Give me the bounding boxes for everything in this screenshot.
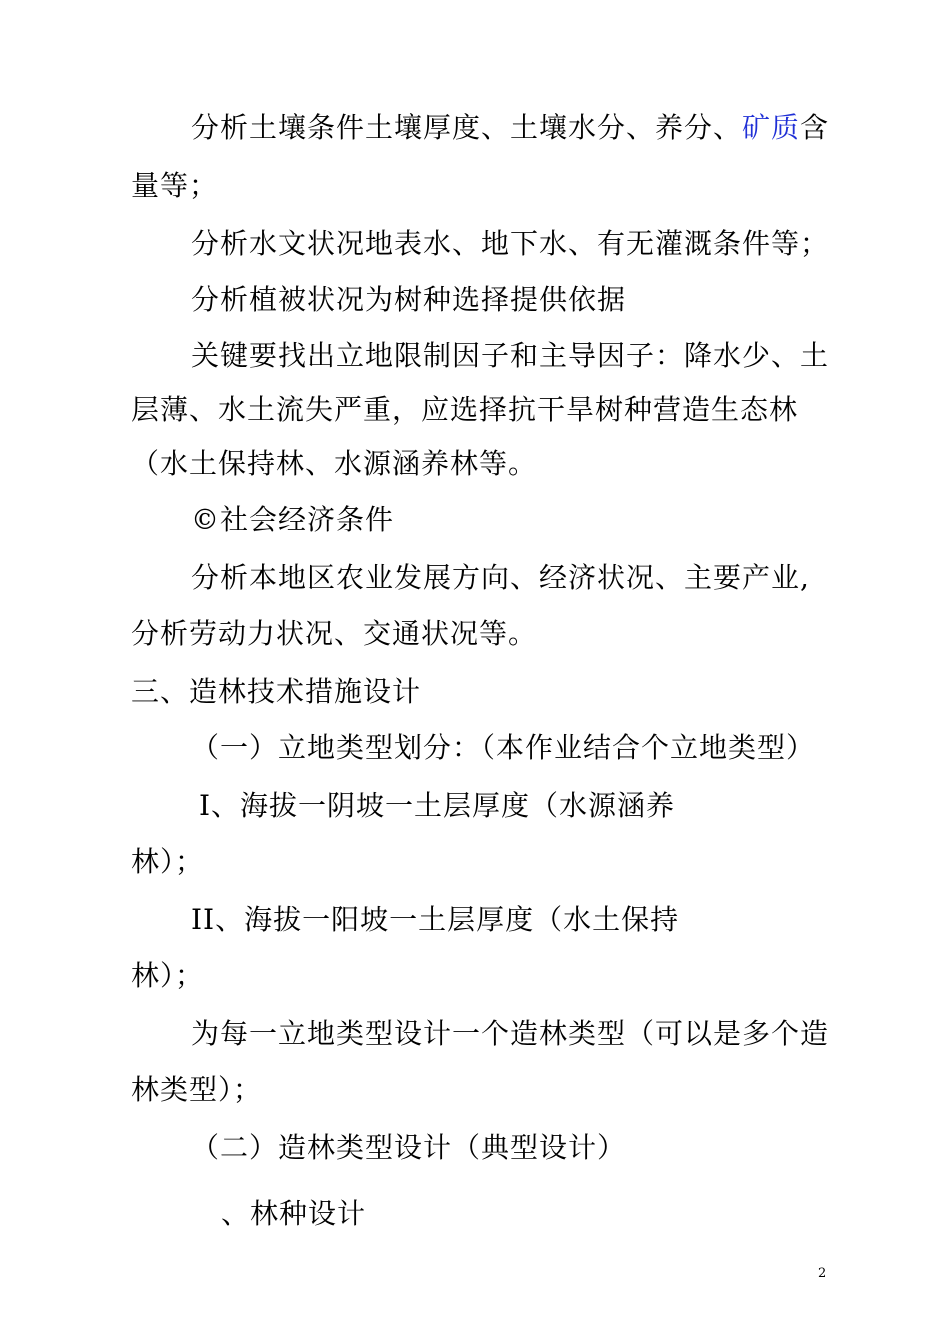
site-type-1-line1: I、海拔一阴坡一土层厚度（水源涵养 xyxy=(199,789,676,822)
paragraph-agriculture-line2: 分析劳动力状况、交通状况等。 xyxy=(131,617,538,650)
page-number: 2 xyxy=(818,1266,827,1281)
subsection-heading-typical-design: （二）造林类型设计（典型设计） xyxy=(191,1131,627,1164)
paragraph-design-line2: 林类型）； xyxy=(131,1073,263,1106)
heading-social-economic: ©社会经济条件 xyxy=(191,503,395,536)
paragraph-soil-text: 分析土壤条件土壤厚度、土壤水分、养分、 xyxy=(191,111,743,144)
paragraph-soil xyxy=(191,108,829,148)
paragraph-hydrology: 分析水文状况地表水、地下水、有无灌溉条件等； xyxy=(191,227,830,260)
paragraph-design-line1: 为每一立地类型设计一个造林类型（可以是多个造 xyxy=(191,1017,830,1050)
subsection-heading-site-types: （一）立地类型划分：（本作业结合个立地类型） xyxy=(191,731,816,764)
paragraph-key-line3: （水土保持林、水源涵养林等。 xyxy=(131,447,538,480)
site-type-2-line1: II、海拔一阳坡一土层厚度（水土保持 xyxy=(191,903,680,936)
paragraph-vegetation: 分析植被状况为树种选择提供依据 xyxy=(191,283,627,316)
mineral-link[interactable]: 矿质 xyxy=(742,111,801,144)
paragraph-key-line2: 层薄、水土流失严重，应选择抗干旱树种营造生态林 xyxy=(131,393,799,426)
paragraph-key-line1: 关键要找出立地限制因子和主导因子：降水少、土 xyxy=(191,339,830,372)
paragraph-agriculture-line1: 分析本地区农业发展方向、经济状况、主要产业, xyxy=(191,561,810,594)
paragraph-soil-cont: 量等； xyxy=(131,169,219,202)
paragraph-soil-end: 含 xyxy=(800,111,830,144)
section-heading-3: 三、造林技术措施设计 xyxy=(131,675,422,708)
sub-item-forest-species-design: 、林种设计 xyxy=(221,1197,367,1230)
site-type-1-line2: 林）； xyxy=(131,845,205,878)
site-type-2-line2: 林）； xyxy=(131,959,205,992)
